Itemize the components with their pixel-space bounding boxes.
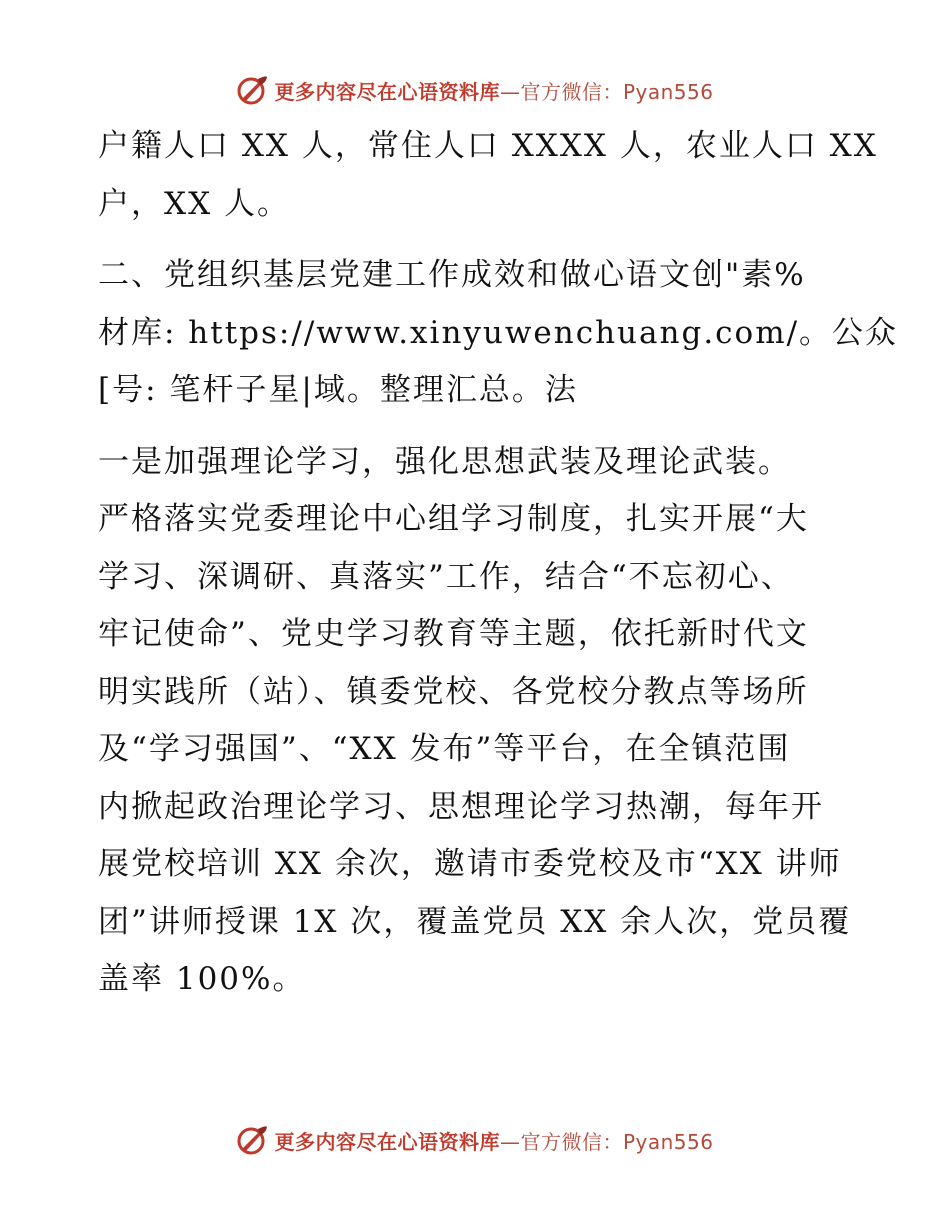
quill-logo-icon	[236, 73, 270, 107]
footer-banner	[0, 1120, 950, 1160]
paragraph-theory-study	[98, 434, 858, 1009]
text-line: 明实践所（站）、镇委党校、各党校分教点等场所	[98, 673, 809, 710]
text-line: 牢记使命”、党史学习教育等主题，依托新时代文	[98, 616, 809, 652]
header-banner-main: 更多内容尽在心语资料库	[274, 79, 500, 104]
footer-banner-official: —官方微信：Pyan556	[499, 1129, 714, 1154]
quill-logo-icon	[236, 1123, 270, 1157]
text-line: 严格落实党委理论中心组学习制度，扎实开展“大	[98, 501, 809, 537]
text-line: 展党校培训 XX 余次，邀请市委党校及市“XX 讲师	[98, 846, 842, 882]
footer-banner-main: 更多内容尽在心语资料库	[274, 1129, 500, 1154]
text-line: [号: 笔杆子星|域。整理汇总。法	[98, 372, 578, 408]
text-line: 户籍人口 XX 人，常住人口 XXXX 人，农业人口 XX	[98, 128, 878, 164]
document-body	[98, 118, 899, 1009]
text-line: 一是加强理论学习，强化思想武装及理论武装。	[98, 443, 791, 480]
paragraph-population	[98, 118, 878, 233]
text-line: 盖率 100%。	[98, 961, 306, 997]
header-banner-text	[274, 76, 713, 105]
text-line: 团”讲师授课 1X 次，覆盖党员 XX 余人次，党员覆	[98, 903, 852, 940]
text-line: 及“学习强国”、“XX 发布”等平台，在全镇范围	[98, 731, 791, 767]
footer-banner-text	[274, 1126, 713, 1155]
header-banner-official: —官方微信：Pyan556	[499, 79, 714, 104]
text-line: 学习、深调研、真落实”工作，结合“不忘初心、	[98, 558, 794, 595]
text-line: 户，XX 人。	[98, 185, 290, 222]
text-line: 内掀起政治理论学习、思想理论学习热潮，每年开	[98, 788, 824, 825]
text-line: 材库: https://www.xinyuwenchuang.com/。公众	[98, 314, 899, 351]
header-banner	[0, 70, 950, 110]
text-line: 二、党组织基层党建工作成效和做心语文创"素%	[98, 257, 806, 293]
paragraph-section-heading	[98, 247, 899, 420]
